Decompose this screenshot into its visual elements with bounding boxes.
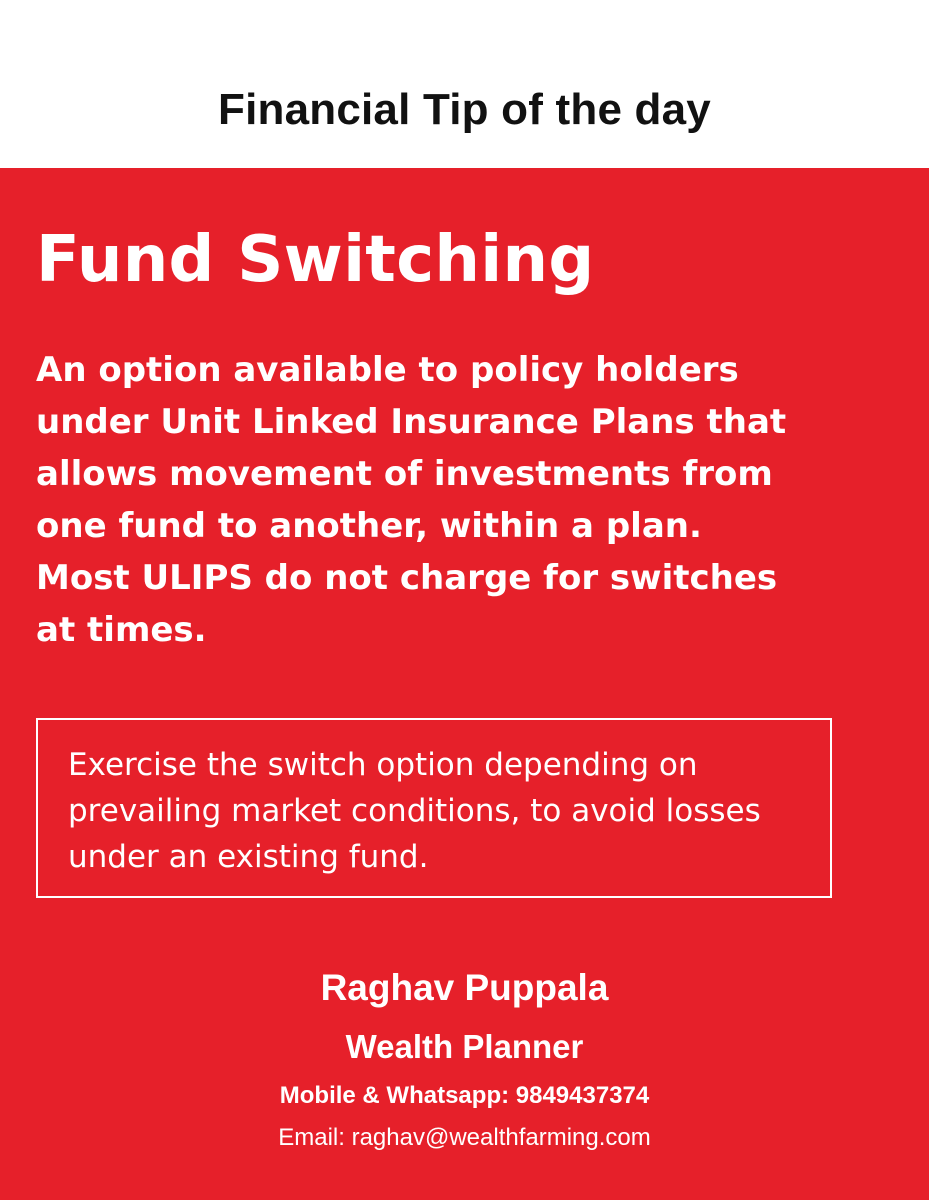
tip-line: prevailing market conditions, to avoid losses — [68, 793, 761, 829]
definition-text — [36, 344, 896, 656]
header — [0, 0, 929, 168]
contact-role: Wealth Planner — [345, 1028, 584, 1065]
tip-card — [0, 168, 929, 1200]
definition-line: Most ULIPS do not charge for switches — [36, 558, 778, 598]
tip-line: Exercise the switch option depending on — [68, 747, 698, 783]
definition-line: allows movement of investments from — [36, 454, 773, 494]
definition-line: one fund to another, within a plan. — [36, 506, 702, 546]
contact-email: Email: raghav@wealthfarming.com — [278, 1124, 651, 1151]
definition-line: at times. — [36, 610, 207, 650]
header-title: Financial Tip of the day — [218, 85, 711, 134]
card-title: Fund Switching — [36, 223, 595, 297]
contact-block — [0, 958, 929, 1158]
contact-name: Raghav Puppala — [320, 967, 609, 1008]
tip-box — [36, 718, 832, 898]
definition-line: under Unit Linked Insurance Plans that — [36, 402, 787, 442]
contact-phone: Mobile & Whatsapp: 9849437374 — [279, 1082, 650, 1109]
tip-line: under an existing fund. — [68, 839, 429, 875]
tip-text — [68, 742, 828, 880]
definition-line: An option available to policy holders — [36, 350, 739, 390]
